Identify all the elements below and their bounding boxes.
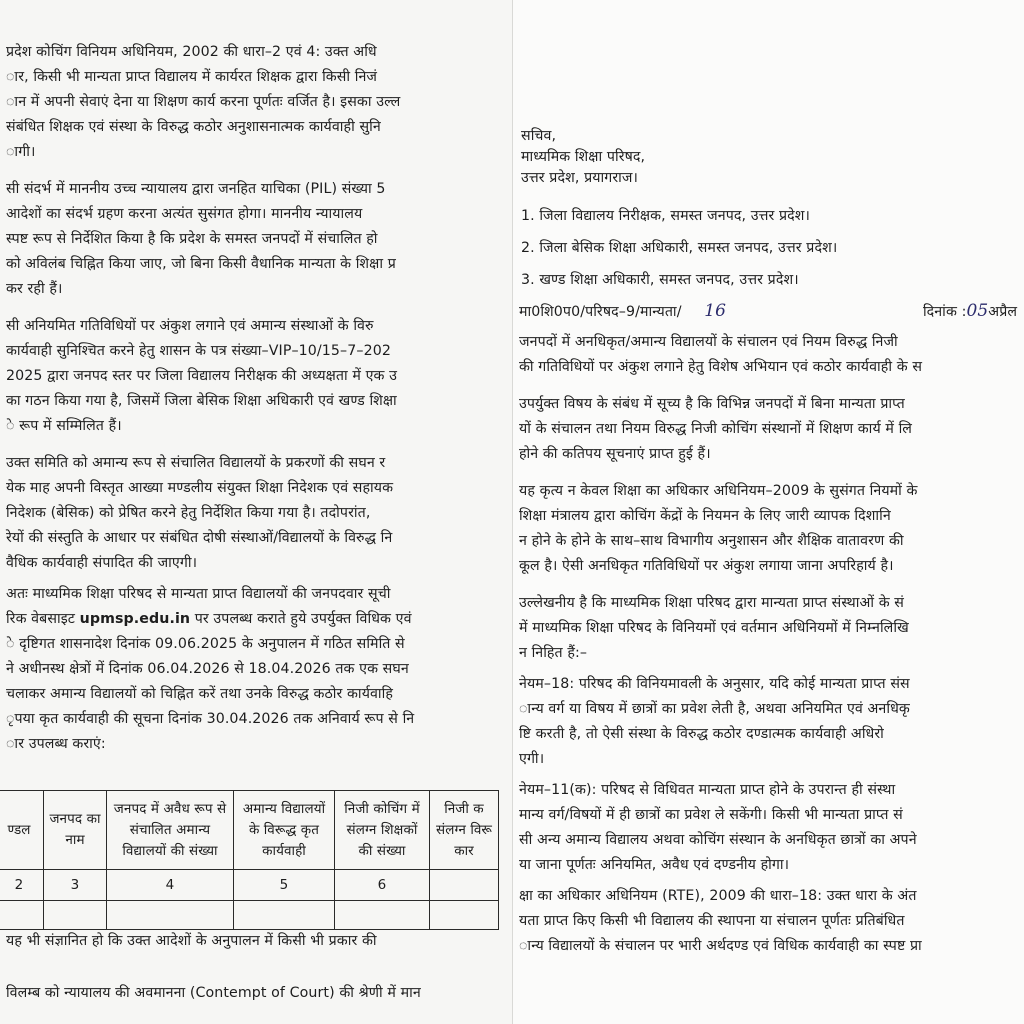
text-line: विलम्ब को न्यायालय की अवमानना (Contempt of Court) की श्रेणी में मान xyxy=(6,985,421,1001)
text-line: शिक्षा मंत्रालय द्वारा कोचिंग केंद्रों के नियमन के लिए जारी व्यापक दिशानि xyxy=(519,508,891,524)
text-line: ार उपलब्ध कराएं: xyxy=(6,736,106,752)
text-line: ने अधीनस्थ क्षेत्रों में दिनांक 06.04.2026 से 18.04.2026 तक एक सघन xyxy=(6,661,409,677)
recipient-list xyxy=(521,200,837,296)
right-document-page xyxy=(512,0,1024,1024)
handwritten-date: 05 xyxy=(966,301,989,321)
text-line: यता प्राप्त किए किसी भी विद्यालय की स्थापना या संचालन पूर्णतः प्रतिबंधित xyxy=(519,913,905,929)
paragraph-gap xyxy=(6,302,512,314)
paragraph-gap xyxy=(6,439,512,451)
text-line: मान्य वर्ग/विषयों में ही छात्रों का प्रवेश ले सकेंगी। किसी भी मान्यता प्राप्त सं xyxy=(519,807,903,823)
subject-line: की गतिविधियों पर अंकुश लगाने हेतु विशेष अभियान एवं कठोर कार्यवाही के स xyxy=(519,359,923,375)
district-report-table xyxy=(0,790,499,930)
table-header-cell: जनपद का नाम xyxy=(44,791,107,870)
sender-line: सचिव, xyxy=(521,128,557,144)
left-closing-text xyxy=(6,915,421,1019)
text-line: ान्य वर्ग या विषय में छात्रों का प्रवेश लेती है, अथवा अनियमित एवं अनधिकृ xyxy=(519,701,910,717)
table-cell: 2 xyxy=(0,870,44,901)
text-line: ागी। xyxy=(6,144,36,160)
text-line: एगी। xyxy=(519,751,545,767)
text-line: ार, किसी भी मान्यता प्राप्त विद्यालय में कार्यरत शिक्षक द्वारा किसी निजं xyxy=(6,69,378,85)
text-fragment: पर उपलब्ध कराते हुये उपर्युक्त विधिक एवं xyxy=(190,611,412,627)
website-link[interactable]: upmsp.edu.in xyxy=(79,611,191,627)
table-header-cell: ण्डल xyxy=(0,791,44,870)
text-line: प्रदेश कोचिंग विनियम अधिनियम, 2002 की धारा–2 एवं 4: उक्त अधि xyxy=(6,44,377,60)
text-line: उक्त समिति को अमान्य रूप से संचालित विद्यालयों के प्रकरणों की सघन र xyxy=(6,455,386,471)
text-line: निदेशक (बेसिक) को प्रेषित करने हेतु निर्देशित किया गया है। तदोपरांत, xyxy=(6,505,371,521)
recipient-item: 1. जिला विद्यालय निरीक्षक, समस्त जनपद, उत्तर प्रदेश। xyxy=(521,208,811,224)
text-line: नेयम–18: परिषद की विनियमावली के अनुसार, यदि कोई मान्यता प्राप्त संस xyxy=(519,676,910,692)
recipient-item: 3. खण्ड शिक्षा अधिकारी, समस्त जनपद, उत्तर प्रदेश। xyxy=(521,272,799,288)
table-number-row xyxy=(0,870,499,901)
table-cell: 3 xyxy=(44,870,107,901)
left-body-text xyxy=(6,40,512,757)
date-label: दिनांक : xyxy=(923,304,967,320)
reference-number: मा0शि0प0/परिषद–9/मान्यता/ xyxy=(519,304,682,320)
table-cell: 5 xyxy=(234,870,335,901)
text-line: े रूप में सम्मिलित हैं। xyxy=(6,418,122,434)
text-line: चलाकर अमान्य विद्यालयों को चिह्नित करें तथा उनके विरुद्ध कठोर कार्यवाहि xyxy=(6,686,393,702)
table-cell xyxy=(430,901,499,930)
text-line: नेयम–11(क): परिषद से विधिवत मान्यता प्राप्त होने के उपरान्त ही संस्था xyxy=(519,782,896,798)
table-cell: 4 xyxy=(107,870,234,901)
text-line: 2025 द्वारा जनपद स्तर पर जिला विद्यालय निरीक्षक की अध्यक्षता में एक उ xyxy=(6,368,398,384)
reference-row xyxy=(519,296,1024,326)
text-line: या जाना पूर्णतः अनियमित, अवैध एवं दण्डनीय होगा। xyxy=(519,857,790,873)
paragraph-gap xyxy=(519,467,922,479)
text-line: ृपया कृत कार्यवाही की सूचना दिनांक 30.04.2026 तक अनिवार्य रूप से नि xyxy=(6,711,415,727)
text-line: न होने के होने के साथ–साथ विभागीय अनुशासन और शैक्षिक वातावरण की xyxy=(519,533,904,549)
text-line: सी अन्य अमान्य विद्यालय अथवा कोचिंग संस्थान के अनधिकृत छात्रों का अपने xyxy=(519,832,917,848)
text-line: क्षा का अधिकार अधिनियम (RTE), 2009 की धारा–18: उक्त धारा के अंत xyxy=(519,888,917,904)
text-line: अतः माध्यमिक शिक्षा परिषद से मान्यता प्राप्त विद्यालयों की जनपदवार सूची xyxy=(6,586,391,602)
text-line: कूल है। ऐसी अनधिकृत गतिविधियों पर अंकुश लगाया जाना अपरिहार्य है। xyxy=(519,558,894,574)
text-line: ान में अपनी सेवाएं देना या शिक्षण कार्य करना पूर्णतः वर्जित है। इसका उल्ल xyxy=(6,94,401,110)
recipient-item: 2. जिला बेसिक शिक्षा अधिकारी, समस्त जनपद, उत्तर प्रदेश। xyxy=(521,240,838,256)
text-line-website xyxy=(6,607,512,632)
table-header-cell: निजी क संलग्न विरू कार xyxy=(430,791,499,870)
handwritten-reference-number: 16 xyxy=(704,301,727,321)
text-line: यह भी संज्ञानित हो कि उक्त आदेशों के अनुपालन में किसी भी प्रकार की xyxy=(6,933,377,949)
table-header-cell: अमान्य विद्यालयों के विरूद्ध कृत कार्यवाही xyxy=(234,791,335,870)
sender-block xyxy=(521,126,645,189)
text-line: येक माह अपनी विस्तृत आख्या मण्डलीय संयुक्त शिक्षा निदेशक एवं सहायक xyxy=(6,480,394,496)
text-line: यह कृत्य न केवल शिक्षा का अधिकार अधिनियम–2009 के सुसंगत नियमों के xyxy=(519,483,918,499)
text-line: उल्लेखनीय है कि माध्यमिक शिक्षा परिषद द्वारा मान्यता प्राप्त संस्थाओं के सं xyxy=(519,595,905,611)
table-header-row xyxy=(0,791,499,870)
letter-date xyxy=(923,296,1017,327)
subject-line: जनपदों में अनधिकृत/अमान्य विद्यालयों के संचालन एवं नियम विरुद्ध निजी xyxy=(519,334,898,350)
text-line: यों के संचालन तथा नियम विरुद्ध निजी कोचिंग संस्थानों में शिक्षण कार्य में लि xyxy=(519,421,912,437)
text-line: को अविलंब चिह्नित किया जाए, जो बिना किसी वैधानिक मान्यता के शिक्षा प्र xyxy=(6,256,396,272)
paragraph-gap xyxy=(519,380,922,392)
text-line: ष्टि करती है, तो ऐसी संस्था के विरुद्ध कठोर दण्डात्मक कार्यवाही अधिरो xyxy=(519,726,884,742)
text-line: उपर्युक्त विषय के संबंध में सूच्य है कि विभिन्न जनपदों में बिना मान्यता प्राप्त xyxy=(519,396,905,412)
text-line: सी संदर्भ में माननीय उच्च न्यायालय द्वारा जनहित याचिका (PIL) संख्या 5 xyxy=(6,181,386,197)
table-cell: 6 xyxy=(335,870,430,901)
table-header-cell: निजी कोचिंग में संलग्न शिक्षकों की संख्या xyxy=(335,791,430,870)
text-line: आदेशों का संदर्भ ग्रहण करना अत्यंत सुसंगत होगा। माननीय न्यायालय xyxy=(6,206,363,222)
text-line: का गठन किया गया है, जिसमें जिला बेसिक शिक्षा अधिकारी एवं खण्ड शिक्षा xyxy=(6,393,397,409)
text-line: में माध्यमिक शिक्षा परिषद के विनियमों एवं वर्तमान अधिनियमों में निम्नलिखि xyxy=(519,620,909,636)
text-line: न निहित हैं:– xyxy=(519,645,588,661)
text-fragment: रिक वेबसाइट xyxy=(6,611,80,627)
date-month: अप्रैल xyxy=(988,304,1018,320)
text-line: होने की कतिपय सूचनाएं प्राप्त हुई हैं। xyxy=(519,446,711,462)
text-line: सी अनियमित गतिविधियों पर अंकुश लगाने एवं अमान्य संस्थाओं के विरु xyxy=(6,318,374,334)
paragraph-gap xyxy=(519,579,922,591)
text-line: स्पष्ट रूप से निर्देशित किया है कि प्रदेश के समस्त जनपदों में संचालित हो xyxy=(6,231,378,247)
sender-line: माध्यमिक शिक्षा परिषद, xyxy=(521,149,646,165)
table-cell xyxy=(430,870,499,901)
paragraph-gap xyxy=(6,165,512,177)
text-line: ान्य विद्यालयों के संचालन पर भारी अर्थदण्ड एवं विधिक कार्यवाही का स्पष्ट प्रा xyxy=(519,938,922,954)
text-line: कार्यवाही सुनिश्चित करने हेतु शासन के पत्र संख्या–VIP–10/15–7–202 xyxy=(6,343,391,359)
text-line: रेयों की संस्तुति के आधार पर संबंधित दोषी संस्थाओं/विद्यालयों के विरुद्ध नि xyxy=(6,530,393,546)
text-line: कर रही हैं। xyxy=(6,281,63,297)
text-line: संबंधित शिक्षक एवं संस्था के विरुद्ध कठोर अनुशासनात्मक कार्यवाही सुनि xyxy=(6,119,381,135)
table-header-cell: जनपद में अवैध रूप से संचालित अमान्य विद्यालयों की संख्या xyxy=(107,791,234,870)
right-body-text xyxy=(519,330,922,959)
text-line: वैधिक कार्यवाही संपादित की जाएगी। xyxy=(6,555,198,571)
text-line: े दृष्टिगत शासनादेश दिनांक 09.06.2025 के अनुपालन में गठित समिति से xyxy=(6,636,405,652)
sender-line: उत्तर प्रदेश, प्रयागराज। xyxy=(521,170,639,186)
